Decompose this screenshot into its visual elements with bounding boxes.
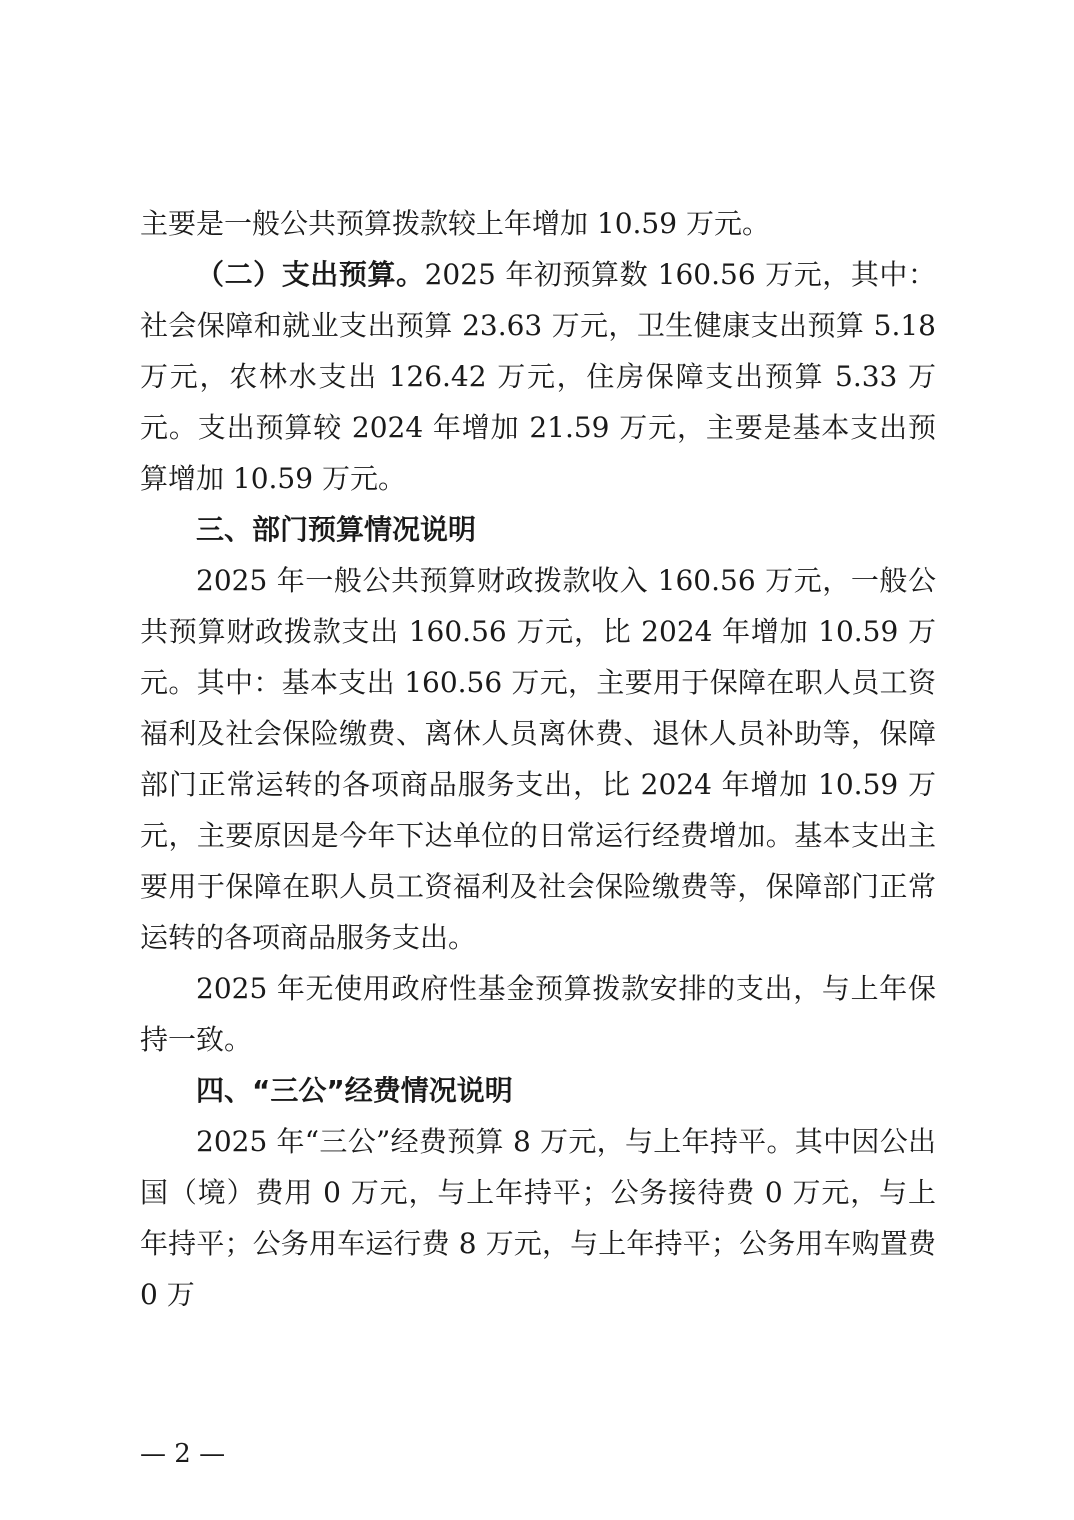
section-heading-three-public-expenses: 四、“三公”经费情况说明 (196, 1074, 513, 1107)
paragraph-continuation: 主要是一般公共预算拨款较上年增加 10.59 万元。 (140, 207, 770, 240)
document-body (140, 198, 936, 1320)
paragraph-department-budget: 2025 年一般公共预算财政拨款收入 160.56 万元，一般公共预算财政拨款支出 160.56 万元，比 2024 年增加 10.59 万元。其中：基本支出 160.56 万元，主要用于保障在职人员工资福利及社会保险缴费、离休人员离休费、退休人员补助等，保障部门正常运转的各项商品服务支出，比 2024 年增加 10.59 万元，主要原因是今年下达单位的日常运行经费增加。基本支出主要用于保障在职人员工资福利及社会保险缴费等，保障部门正常运转的各项商品服务支出。 (140, 564, 936, 954)
paragraph-text: 2025 年初预算数 160.56 万元，其中：社会保障和就业支出预算 23.63 万元，卫生健康支出预算 5.18 万元，农林水支出 126.42 万元，住房保障支出预算 5.33 万元。支出预算较 2024 年增加 21.59 万元，主要是基本支出预算增加 10.59 万元。 (140, 258, 936, 495)
section-heading-department-budget: 三、部门预算情况说明 (196, 513, 477, 546)
page-number: — 2 — (140, 1439, 226, 1469)
paragraph-expenditure-budget (140, 249, 936, 504)
paragraph-three-public-expenses: 2025 年“三公”经费预算 8 万元，与上年持平。其中因公出国（境）费用 0 万元，与上年持平；公务接待费 0 万元，与上年持平；公务用车运行费 8 万元，与上年持平；公务用车购置费 0 万 (140, 1125, 936, 1311)
subsection-lead: （二）支出预算。 (196, 258, 425, 291)
paragraph-government-fund: 2025 年无使用政府性基金预算拨款安排的支出，与上年保持一致。 (140, 972, 936, 1056)
